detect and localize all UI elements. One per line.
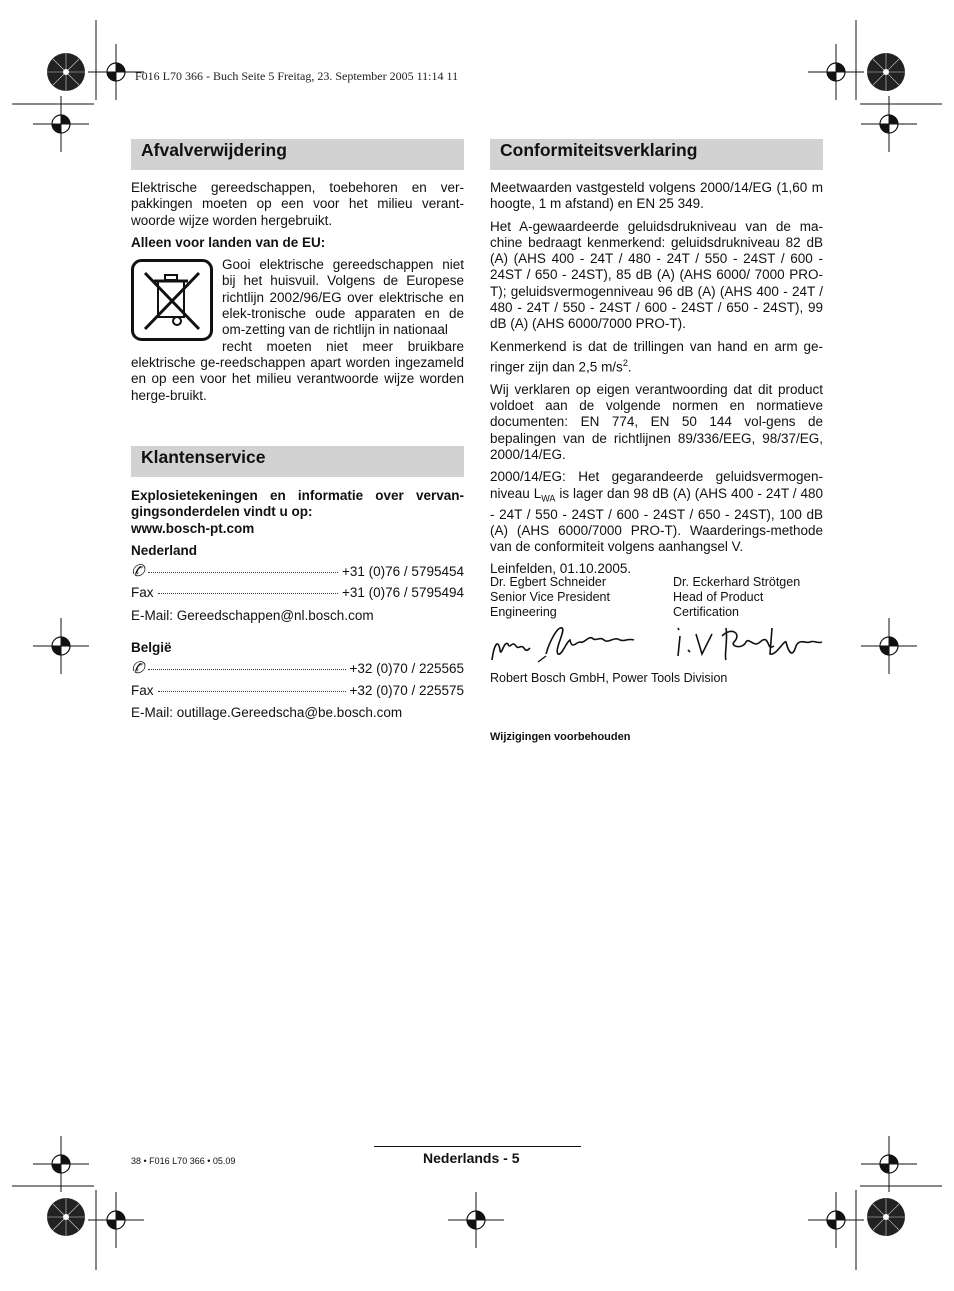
phone-icon: ✆ xyxy=(131,563,145,581)
eu-only-label: Alleen voor landen van de EU: xyxy=(131,234,326,250)
be-phone-row xyxy=(131,661,464,677)
nl-fax-number: +31 (0)76 / 5795494 xyxy=(342,585,464,601)
conformity-p1: Meetwaarden vastgesteld volgens 2000/14/EG (1,60 m hoogte, 1 m afstand) en EN 25 349. xyxy=(490,180,823,212)
signer-2 xyxy=(673,575,843,620)
signer-2-dept: Certification xyxy=(673,605,739,619)
conformity-p4: Wij verklaren op eigen verantwoording dat dit product voldoet aan de volgende normen en normatieve documenten: EN 774, EN 50 144 vol-gens de bepalingen van de richtlijnen 89/336/EEG, 98/37/EG, 2000/14/EG. xyxy=(490,381,823,462)
footer-code: 38 • F016 L70 366 • 05.09 xyxy=(131,1156,236,1166)
nl-fax-label: Fax xyxy=(131,585,154,601)
service-heading: Klantenservice xyxy=(131,446,464,477)
nl-email: E-Mail: Gereedschappen@nl.bosch.com xyxy=(131,607,374,623)
nl-phone-row xyxy=(131,564,464,580)
crossed-out-wheelie-bin-icon xyxy=(131,259,213,341)
conformity-p3: Kenmerkend is dat de trillingen van hand en arm ge-ringer zijn dan 2,5 $m/s^2$. xyxy=(490,338,823,375)
page-number: Nederlands - 5 xyxy=(423,1150,520,1166)
disposal-text-after-icon: recht moeten niet meer bruikbare elektrische ge-reedschappen apart worden ingezameld en op een voor het milieu verantwoorde wijze worden herge-bruikt. xyxy=(131,338,464,403)
print-header: F016 L70 366 - Buch Seite 5 Freitag, 23. September 2005 11:14 11 xyxy=(135,69,459,83)
disposal-heading: Afvalverwijdering xyxy=(131,139,464,170)
service-section xyxy=(131,446,464,721)
conformity-p2: Het A-gewaardeerde geluidsdrukniveau van de ma-chine bedraagt kenmerkend: geluidsdrukniveau 82 dB (A) (AHS 400 - 24T / 480 - 24T / 550 - 24ST / 600 - 24ST / 650 - 24ST), 85 dB (A) (AHS 6000/ 7000 PRO-T); geluidsvermogenniveau 96 dB (A) (AHS 400 - 24T / 480 - 24T / 550 - 24ST / 600 - 24ST / 650 - 24ST), 99 dB (A) (AHS 6000/7000 PRO-T). xyxy=(490,218,823,332)
phone-icon: ✆ xyxy=(131,660,145,678)
be-email: E-Mail: outillage.Gereedscha@be.bosch.com xyxy=(131,704,403,720)
service-url: www.bosch-pt.com xyxy=(131,520,255,536)
signer-1 xyxy=(490,575,660,620)
footer-rule xyxy=(374,1146,581,1147)
changes-reserved: Wijzigingen voorbehouden xyxy=(490,731,631,743)
signer-1-title: Senior Vice President xyxy=(490,590,610,604)
nl-phone-number: +31 (0)76 / 5795454 xyxy=(342,564,464,580)
signature-2 xyxy=(672,620,824,668)
be-fax-number: +32 (0)70 / 225575 xyxy=(349,682,464,698)
nl-fax-row xyxy=(131,585,464,601)
nl-country: Nederland xyxy=(131,542,198,558)
signer-1-name: Dr. Egbert Schneider xyxy=(490,575,607,589)
signature-1 xyxy=(488,620,638,668)
disposal-intro: Elektrische gereedschappen, toebehoren en ver-pakkingen moeten op een voor het milieu verant-woorde wijze worden hergebruikt. xyxy=(131,180,464,228)
disposal-text-beside-icon: Gooi elektrische gereedschappen niet bij het huisvuil. Volgens de Europese richtlijn 2002/96/EG over elektrische en elek-tronische oude apparaten en de om-zetting van de richtlijn in nationaal xyxy=(222,257,464,338)
place-date: Leinfelden, 01.10.2005. xyxy=(490,561,632,577)
company-line: Robert Bosch GmbH, Power Tools Division xyxy=(490,671,728,685)
signer-2-name: Dr. Eckerhard Strötgen xyxy=(673,575,801,589)
be-fax-label: Fax xyxy=(131,682,154,698)
be-phone-number: +32 (0)70 / 225565 xyxy=(349,661,464,677)
signer-1-dept: Engineering xyxy=(490,605,557,619)
be-fax-row xyxy=(131,683,464,699)
conformity-p5: 2000/14/EG: Het gegarandeerde geluidsvermogen-niveau $L_{WA}$ is lager dan 98 dB (A) (AHS 400 - 24T / 480 - 24T / 550 - 24ST / 600 - 24ST / 650 - 24ST), 100 dB (A) (AHS 6000/7000 PRO-T). Waarderings-methode van de conformiteit volgens aanhangsel V. xyxy=(490,469,823,555)
left-column xyxy=(131,139,464,404)
conformity-heading: Conformiteitsverklaring xyxy=(490,139,823,170)
disposal-block xyxy=(131,257,464,404)
be-country: België xyxy=(131,640,172,656)
signer-2-title: Head of Product xyxy=(673,590,764,604)
right-column xyxy=(490,139,823,578)
service-intro: Explosietekeningen en informatie over vervan-gingsonderdelen vindt u op: xyxy=(131,488,464,520)
